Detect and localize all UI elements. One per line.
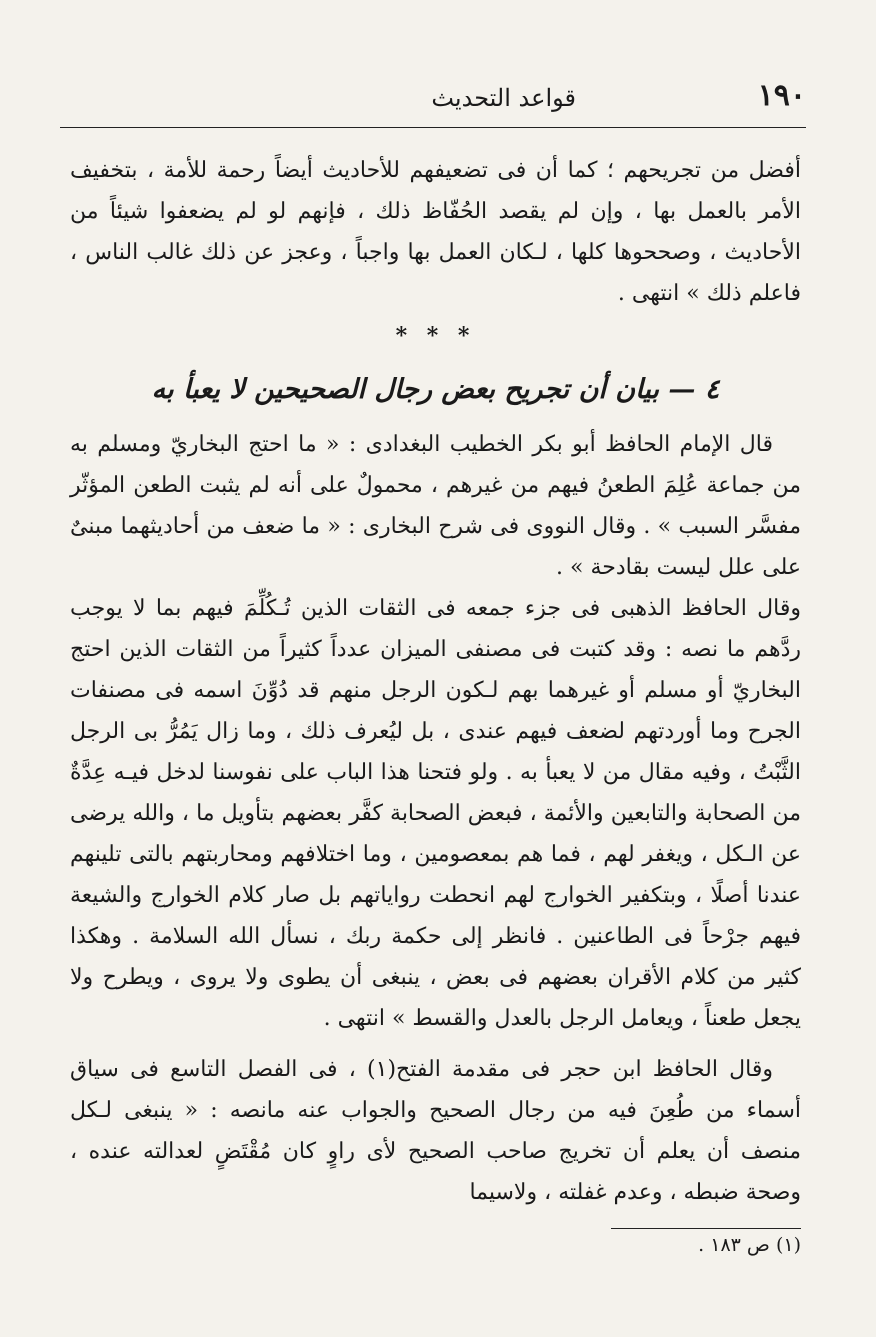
page-header (60, 78, 806, 122)
running-title: قواعد التحديث (431, 84, 576, 112)
section-separator-stars: * * * (395, 323, 476, 349)
main-text (70, 150, 801, 1213)
page-number: ١٩٠ (757, 78, 806, 113)
paragraph-khatib-quote: قال الإمام الحافظ أبو بكر الخطيب البغدادى : « ما احتج البخاريّ ومسلم به من جماعة عُلِمَ الطعنُ فيهم من غيرهم ، محمولٌ على أنه لم يثبت الطعن المؤثّر مفسَّر السبب » . وقال النووى فى شرح البخارى : « ما ضعف من أحاديثهما مبنىٌ على علل ليست بقادحة » . (70, 432, 801, 580)
footnote: (١) ص ١٨٣ . (698, 1234, 801, 1256)
paragraph-continuation: أفضل من تجريحهم ؛ كما أن فى تضعيفهم للأحاديث أيضاً رحمة للأمة ، بتخفيف الأمر بالعمل بها ، وإن لم يقصد الحُفّاظ ذلك ، فإنهم لو لم يضعفوا شيئاً من الأحاديث ، وصححوها كلها ، لـكان العمل بها واجباً ، وعجز عن ذلك غالب الناس ، فاعلم ذلك » انتهى . (70, 158, 801, 306)
paragraph-ibn-hajar-quote: وقال الحافظ ابن حجر فى مقدمة الفتح(١) ، فى الفصل التاسع فى سياق أسماء من طُعِنَ فيه من رجال الصحيح والجواب عنه مانصه : « ينبغى لـكل منصف أن يعلم أن تخريج صاحب الصحيح لأى راوٍ كان مُقْتَضٍ لعدالته عنده ، وصحة ضبطه ، وعدم غفلته ، ولاسيما (70, 1057, 801, 1205)
header-divider (60, 127, 806, 128)
section-heading: ٤ — بيان أن تجريح بعض رجال الصحيحين لا يعبأ به (151, 374, 720, 405)
footnote-divider (611, 1228, 801, 1229)
paragraph-dhahabi-quote: وقال الحافظ الذهبى فى جزء جمعه فى الثقات الذين تُـكُلِّمَ فيهم بما لا يوجب ردَّهم ما نصه : وقد كتبت فى مصنفى الميزان عدداً كثيراً من الثقات الذين احتج البخاريّ أو مسلم أو غيرهما بهم لـكون الرجل منهم قد دُوِّنَ اسمه فى مصنفات الجرح وما أوردتهم لضعف فيهم عندى ، بل ليُعرف ذلك ، وما زال يَمُرُّ بى الرجل الثَّبْتُ ، وفيه مقال من لا يعبأ به . ولو فتحنا هذا الباب على نفوسنا لدخل فيـه عِدَّةٌ من الصحابة والتابعين والأئمة ، فبعض الصحابة كفَّر بعضهم بتأويل ما ، والله يرضى عن الـكل ، ويغفر لهم ، فما هم بمعصومين ، وما اختلافهم ومحاربتهم بالتى تلينهم عندنا أصلًا ، وبتكفير الخوارج لهم انحطت رواياتهم بل صار كلام الخوارج والشيعة فيهم جرْحاً فى الطاعنين . فانظر إلى حكمة ربك ، نسأل الله السلامة . وهكذا كثير من كلام الأقران بعضهم فى بعض ، ينبغى أن يطوى ولا يروى ، ويطرح ولا يجعل طعناً ، ويعامل الرجل بالعدل والقسط » انتهى . (70, 596, 801, 1031)
